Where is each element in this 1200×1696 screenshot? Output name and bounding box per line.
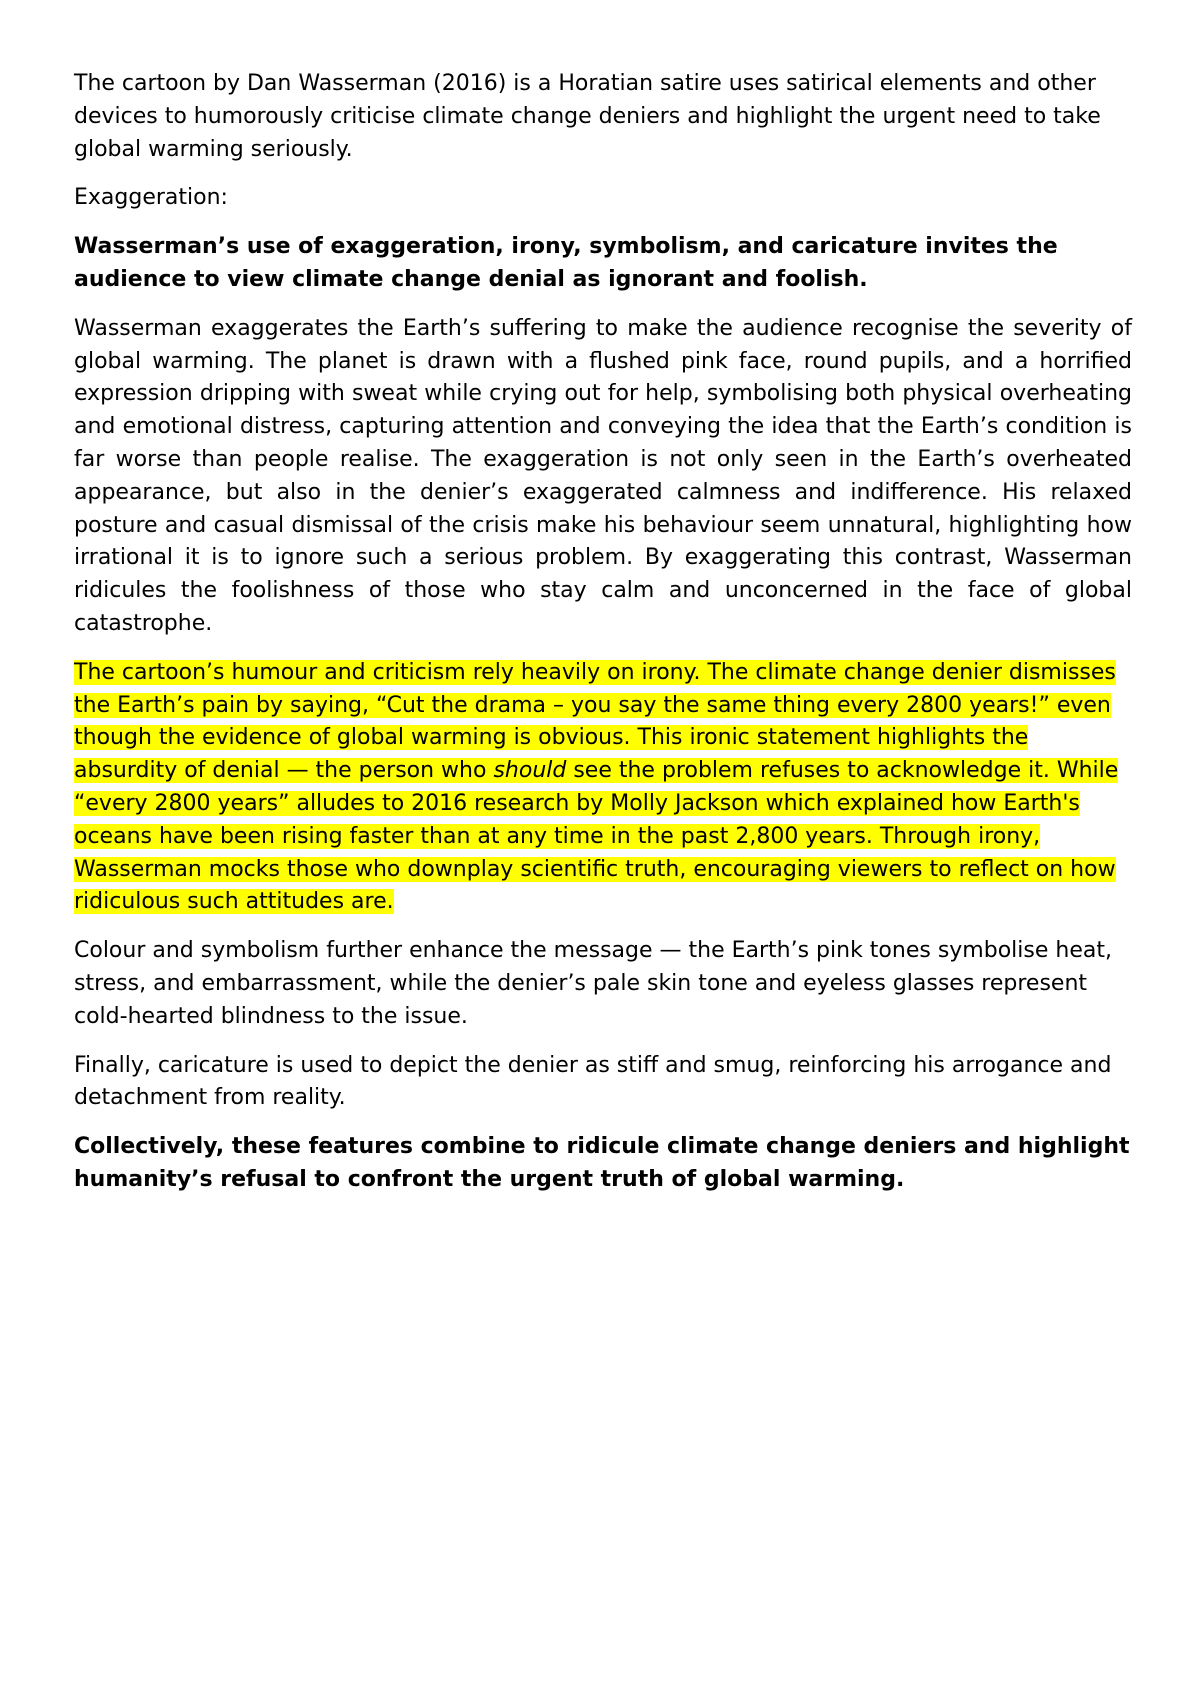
colour-symbolism-paragraph: Colour and symbolism further enhance the message — the Earth’s pink tones symbolise heat, stress, and embarrassment, while the denier’s pale skin tone and eyeless glasses represent cold-hearted blindness to the issue. [74, 938, 1112, 1029]
section-label: Exaggeration: [74, 185, 228, 211]
irony-text-after: see the problem refuses to acknowledge it. While “every 2800 years” alludes to 2016 research by Molly Jackson which explained how Earth's oceans have been rising faster than at any time in the past 2,800 years. Through irony, Wasserman mocks those who downplay scientific truth, encouraging viewers to reflect on how ridiculous such attitudes are. [74, 758, 1119, 915]
irony-text-before: The cartoon’s humour and criticism rely heavily on irony. The climate change denier dismisses the Earth’s pain by saying, “Cut the drama – you say the same thing every 2800 years!” even though the evidence of global warming is obvious. This ironic statement highlights the absurdity of denial — the person who [74, 659, 1116, 784]
irony-highlight [74, 660, 1118, 915]
irony-paragraph [74, 657, 1132, 919]
exaggeration-paragraph: Wasserman exaggerates the Earth’s suffering to make the audience recognise the severity of global warming. The planet is drawn with a flushed pink face, round pupils, and a horrified expression dripping with sweat while crying out for help, symbolising both physical overheating and emotional distress, capturing attention and conveying the idea that the Earth’s condition is far worse than people realise. The exaggeration is not only seen in the Earth’s overheated appearance, but also in the denier’s exaggerated calmness and indifference. His relaxed posture and casual dismissal of the crisis make his behaviour seem unnatural, highlighting how irrational it is to ignore such a serious problem. By exaggerating this contrast, Wasserman ridicules the foolishness of those who stay calm and unconcerned in the face of global catastrophe. [74, 315, 1132, 636]
conclusion-paragraph: Collectively, these features combine to ridicule climate change deniers and highlight humanity’s refusal to confront the urgent truth of global warming. [74, 1134, 1130, 1192]
caricature-paragraph: Finally, caricature is used to depict the denier as stiff and smug, reinforcing his arrogance and detachment from reality. [74, 1052, 1112, 1111]
irony-italic-word: should [493, 758, 567, 784]
thesis-statement: Wasserman’s use of exaggeration, irony, symbolism, and caricature invites the audience to view climate change denial as ignorant and foolish. [74, 234, 1058, 292]
intro-paragraph: The cartoon by Dan Wasserman (2016) is a Horatian satire uses satirical elements and other devices to humorously criticise climate change deniers and highlight the urgent need to take global warming seriously. [74, 71, 1101, 162]
